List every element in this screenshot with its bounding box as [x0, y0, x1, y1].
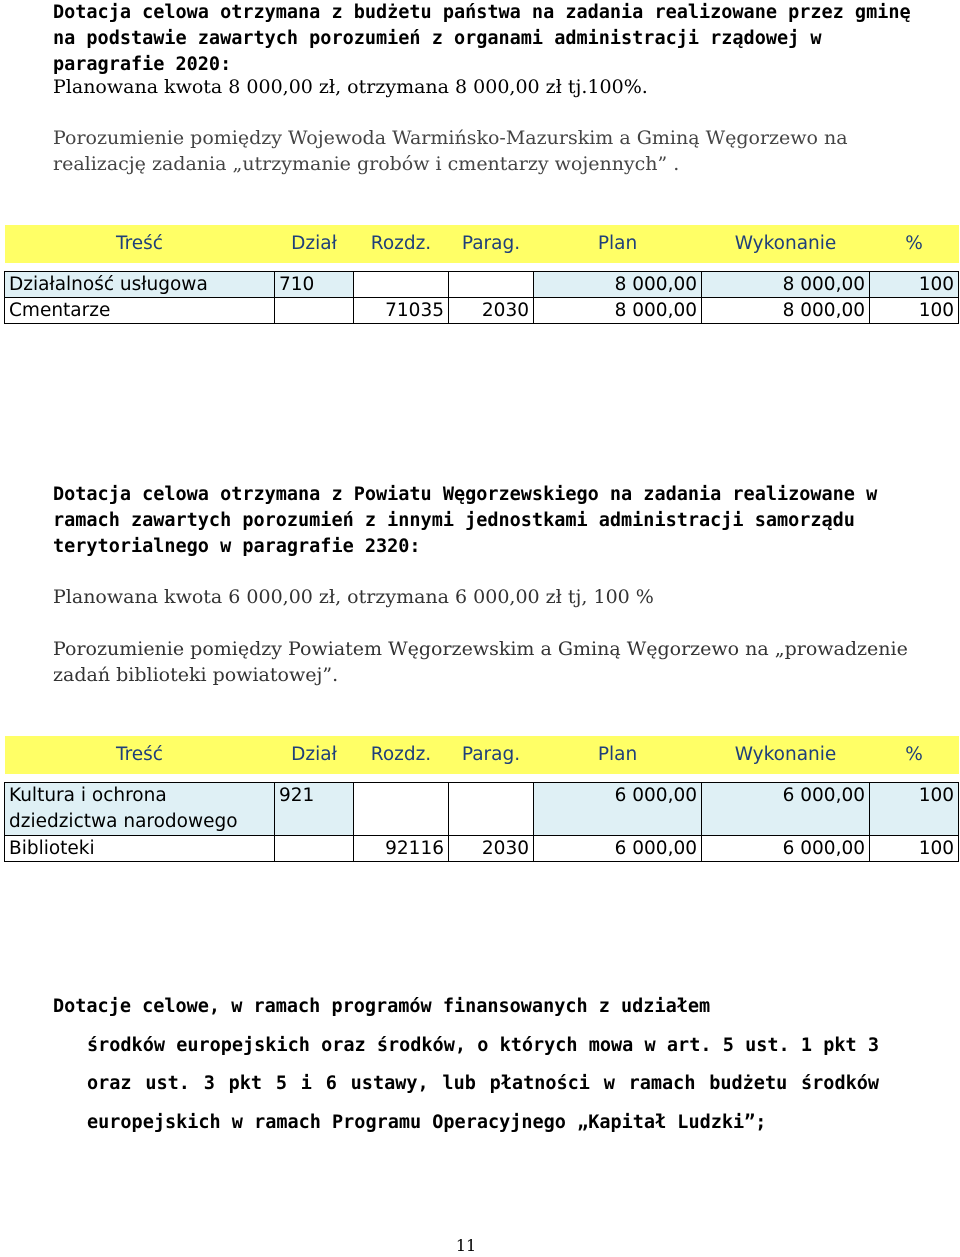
- section3-rest: środków europejskich oraz środków, o których mowa w art. 5 ust. 1 pkt 3 oraz ust. 3 pkt 5 i 6 ustawy, lub płatności w ramach budżetu środków europejskich w ramach Programu Operacyjnego „Kapitał Ludzki”;: [87, 1034, 879, 1133]
- cell-rozdz: 71035: [354, 298, 449, 324]
- cell-percent: 100: [870, 272, 959, 298]
- cell-parag: 2030: [449, 836, 534, 862]
- header-plan: Plan: [534, 736, 702, 774]
- cell-dzial: 710: [275, 272, 354, 298]
- cell-percent: 100: [870, 298, 959, 324]
- header-dzial: Dział: [275, 225, 354, 263]
- section2-table: [4, 736, 959, 862]
- table-row: [5, 836, 959, 862]
- section1-agreement: Porozumienie pomiędzy Wojewoda Warmińsko-Mazurskim a Gminą Węgorzewo na realizację zadania „utrzymanie grobów i cmentarzy wojennych” .: [53, 127, 848, 175]
- table-row: [5, 783, 959, 836]
- cell-parag: [449, 783, 534, 836]
- header-percent: %: [870, 736, 959, 774]
- cell-dzial: [275, 298, 354, 324]
- header-percent: %: [870, 225, 959, 263]
- cell-parag: 2030: [449, 298, 534, 324]
- header-plan: Plan: [534, 225, 702, 263]
- section1-planned: Planowana kwota 8 000,00 zł, otrzymana 8 000,00 zł tj.100%.: [53, 76, 648, 98]
- cell-plan: 8 000,00: [534, 298, 702, 324]
- cell-plan: 8 000,00: [534, 272, 702, 298]
- cell-tresc: Cmentarze: [5, 298, 275, 324]
- cell-plan: 6 000,00: [534, 783, 702, 836]
- page-number: 11: [455, 1236, 477, 1255]
- cell-tresc: Biblioteki: [5, 836, 275, 862]
- section2-planned: Planowana kwota 6 000,00 zł, otrzymana 6 000,00 zł tj, 100 %: [53, 586, 654, 608]
- header-parag: Parag.: [449, 225, 534, 263]
- header-tresc: Treść: [5, 736, 275, 774]
- section2-agreement: Porozumienie pomiędzy Powiatem Węgorzewskim a Gminą Węgorzewo na „prowadzenie zadań biblioteki powiatowej”.: [53, 638, 908, 686]
- cell-tresc: Kultura i ochrona dziedzictwa narodowego: [5, 783, 275, 836]
- cell-dzial: 921: [275, 783, 354, 836]
- cell-wykonanie: 8 000,00: [702, 272, 870, 298]
- cell-rozdz: [354, 272, 449, 298]
- header-parag: Parag.: [449, 736, 534, 774]
- table-header-row: [5, 736, 959, 774]
- cell-parag: [449, 272, 534, 298]
- cell-dzial: [275, 836, 354, 862]
- section3-heading: [53, 988, 879, 1142]
- header-dzial: Dział: [275, 736, 354, 774]
- cell-rozdz: [354, 783, 449, 836]
- header-wykonanie: Wykonanie: [702, 225, 870, 263]
- cell-rozdz: 92116: [354, 836, 449, 862]
- section2-heading: Dotacja celowa otrzymana z Powiatu Węgorzewskiego na zadania realizowane w ramach zawartych porozumień z innymi jednostkami administracji samorządu terytorialnego w paragrafie 2320:: [53, 484, 878, 557]
- section1-table: [4, 225, 959, 324]
- header-rozdz: Rozdz.: [354, 225, 449, 263]
- cell-wykonanie: 6 000,00: [702, 836, 870, 862]
- header-tresc: Treść: [5, 225, 275, 263]
- section3-line1: Dotacje celowe, w ramach programów finansowanych z udziałem: [53, 996, 711, 1017]
- header-wykonanie: Wykonanie: [702, 736, 870, 774]
- cell-wykonanie: 6 000,00: [702, 783, 870, 836]
- table-row: [5, 298, 959, 324]
- cell-percent: 100: [870, 836, 959, 862]
- cell-tresc: Działalność usługowa: [5, 272, 275, 298]
- cell-wykonanie: 8 000,00: [702, 298, 870, 324]
- cell-plan: 6 000,00: [534, 836, 702, 862]
- table-row: [5, 272, 959, 298]
- table-header-row: [5, 225, 959, 263]
- section1-heading: Dotacja celowa otrzymana z budżetu państwa na zadania realizowane przez gminę na podstawie zawartych porozumień z organami administracji rządowej w paragrafie 2020:: [53, 2, 911, 75]
- cell-percent: 100: [870, 783, 959, 836]
- header-rozdz: Rozdz.: [354, 736, 449, 774]
